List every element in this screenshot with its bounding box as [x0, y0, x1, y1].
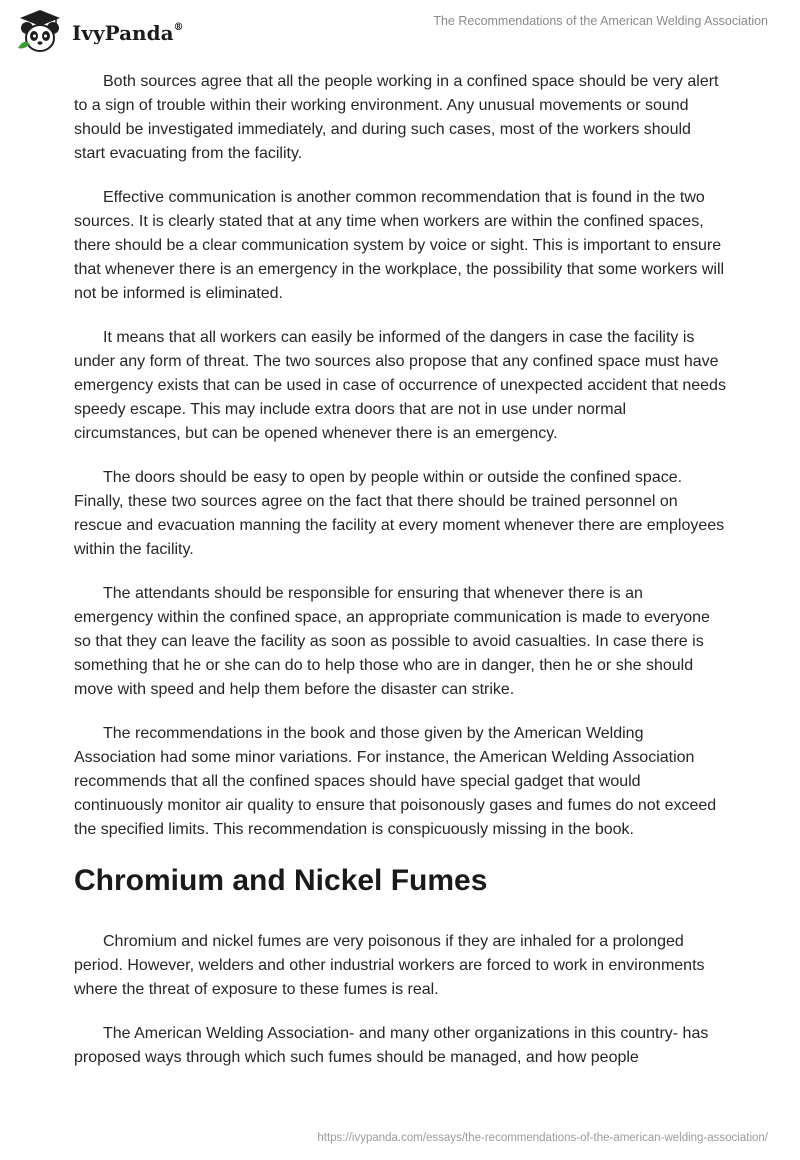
page-header	[0, 0, 800, 60]
registered-mark: ®	[173, 22, 184, 34]
paragraph: The attendants should be responsible for ensuring that whenever there is an emergency within the confined space, an appropriate communication is made to everyone so that they can leave the facility as soon as possible to avoid casualties. In case there is something that he or she can do to help those who are in danger, then he or she should move with speed and help them before the disaster can strike.	[74, 585, 710, 698]
document-title: The Recommendations of the American Welding Association	[433, 14, 768, 28]
source-url[interactable]: https://ivypanda.com/essays/the-recommendations-of-the-american-welding-association/	[317, 1132, 768, 1144]
logo-wordmark	[72, 21, 184, 45]
section-heading: Chromium and Nickel Fumes	[74, 864, 488, 897]
brand-name: IvyPanda	[72, 21, 174, 45]
paragraph: Chromium and nickel fumes are very poisonous if they are inhaled for a prolonged period. However, welders and other industrial workers are forced to work in environments where the threat of exposure to these fumes is real.	[74, 933, 705, 998]
paragraph: Effective communication is another common recommendation that is found in the two sources. It is clearly stated that at any time when workers are within the confined spaces, there should be a clear communication system by voice or sight. This is important to ensure that whenever there is an emergency in the workplace, the possibility that some workers will not be informed is eliminated.	[74, 189, 725, 302]
panda-graduate-logo-icon	[14, 8, 66, 54]
ivypanda-logo[interactable]	[14, 8, 184, 54]
essay-content	[74, 70, 726, 1090]
paragraph: Both sources agree that all the people working in a confined space should be very alert to a sign of trouble within their working environment. Any unusual movements or sound should be investigated immediately, and during such cases, most of the workers should start evacuating from the facility.	[74, 73, 719, 162]
paragraph: The American Welding Association- and many other organizations in this country- has proposed ways through which such fumes should be managed, and how people	[74, 1025, 709, 1066]
paragraph: The recommendations in the book and those given by the American Welding Association had some minor variations. For instance, the American Welding Association recommends that all the confined spaces should have special gadget that would continuously monitor air quality to ensure that poisonously gases and fumes do not exceed the specified limits. This recommendation is conspicuously missing in the book.	[74, 725, 717, 838]
paragraph: The doors should be easy to open by people within or outside the confined space. Finally, these two sources agree on the fact that there should be trained personnel on rescue and evacuation manning the facility at every moment whenever there are employees within the facility.	[74, 469, 725, 558]
paragraph: It means that all workers can easily be informed of the dangers in case the facility is under any form of threat. The two sources also propose that any confined space must have emergency exists that can be used in case of occurrence of unexpected accident that needs speedy escape. This may include extra doors that are not in use under normal circumstances, but can be opened whenever there is an emergency.	[74, 329, 726, 442]
